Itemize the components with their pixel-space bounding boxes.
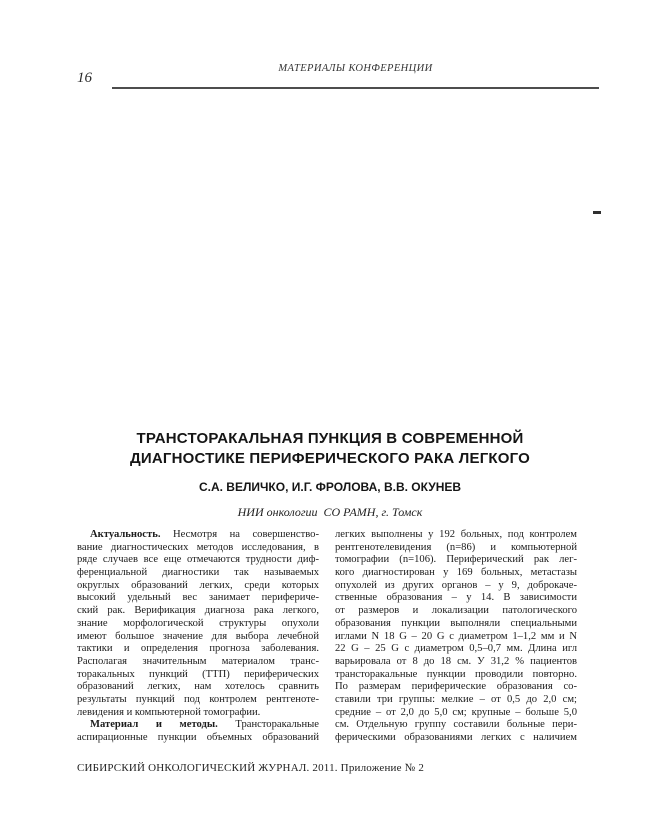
text-line: результаты пункций под контролем рентгеноте- <box>77 693 319 705</box>
text-line: округлых образований легких, среди которых <box>77 579 319 591</box>
text-line: от размеров и локализации патологического <box>335 605 577 617</box>
column-right <box>335 529 577 745</box>
text-line: По размерам периферические образования со- <box>335 681 577 693</box>
text-line: Актуальность. Несмотря на совершенство- <box>90 529 319 540</box>
text-line: высокий удельный вес занимает перифериче- <box>77 592 319 604</box>
run-in-heading: Актуальность. <box>90 529 161 540</box>
text-line: трансторакальные пункции проводили повторно. <box>335 668 577 680</box>
text-line: ряде случаев все еще отмечаются трудности диф- <box>77 554 319 566</box>
text-line: кого диагностирован у 169 больных, метастазы <box>335 567 577 579</box>
article-affiliation: НИИ онкологии СО РАМН, г. Томск <box>237 505 423 519</box>
text-line: аспирационные пункции объемных образований <box>77 732 319 743</box>
text-line: образований легких, нам хотелось сравнить <box>77 681 319 693</box>
title-line-2: ДИАГНОСТИКЕ ПЕРИФЕРИЧЕСКОГО РАКА ЛЕГКОГО <box>129 450 531 467</box>
run-in-heading: Материал и методы. <box>90 719 218 731</box>
text-line: 22 G – 25 G с диаметром 0,5–0,7 мм. Длина игл <box>335 643 577 655</box>
article-authors: С.А. ВЕЛИЧКО, И.Г. ФРОЛОВА, В.В. ОКУНЕВ <box>198 480 462 494</box>
column-left <box>77 529 319 745</box>
text-line: тактики и определения прогноза заболевания. <box>77 643 319 655</box>
text-line: см. Отдельную группу составили больные пери- <box>335 719 577 731</box>
text-line: опухолей из других органов – у 9, доброкаче- <box>335 579 577 591</box>
text-line: ференциальной диагностики так называемых <box>77 567 319 579</box>
text-line: знание морфологической структуры опухоли <box>77 617 319 629</box>
text-line: имеют большое значение для выбора лечебной <box>77 630 319 642</box>
text-line: томографии (n=106). Периферический рак лег- <box>335 554 577 566</box>
running-head: МАТЕРИАЛЫ КОНФЕРЕНЦИИ <box>278 63 433 74</box>
text-line: образования пункции выполняли специальными <box>335 617 577 629</box>
text-line: варьировала от 8 до 18 см. У 31,2 % пациентов <box>335 655 577 667</box>
text-line: средние – от 2,0 до 5,0 см; крупные – больше 5,0 <box>335 706 577 718</box>
article-title <box>80 429 580 469</box>
text-line: ский рак. Верификация диагноза рака легкого, <box>77 605 319 617</box>
text-line: рентгенотелевидения (n=86) и компьютерной <box>335 541 577 553</box>
body-columns <box>77 529 577 745</box>
text-line: торакальных пункций (ТТП) периферических <box>77 668 319 680</box>
title-line-1: ТРАНСТОРАКАЛЬНАЯ ПУНКЦИЯ В СОВРЕМЕННОЙ <box>136 430 524 447</box>
text-line: вание диагностических методов исследования, в <box>77 541 319 553</box>
header-rule <box>112 87 599 89</box>
journal-footer: СИБИРСКИЙ ОНКОЛОГИЧЕСКИЙ ЖУРНАЛ. 2011. Приложение № 2 <box>77 762 425 774</box>
text-line: Располагая значительным материалом транс- <box>77 655 319 667</box>
text-line: левидения и компьютерной томографии. <box>77 706 261 718</box>
text-line: Материал и методы. Трансторакальные <box>90 719 319 731</box>
margin-dash-mark <box>593 211 601 214</box>
text-line: ставили три группы: мелкие – от 0,5 до 2,0 см; <box>335 693 577 705</box>
page-number: 16 <box>77 70 92 86</box>
text-line: ственные образования – у 14. В зависимости <box>335 592 577 604</box>
text-line: ферическими образованиями легких с наличием <box>335 732 577 743</box>
text-line: иглами N 18 G – 20 G с диаметром 1–1,2 мм и N <box>335 630 577 642</box>
text-line: легких выполнены у 192 больных, под контролем <box>335 529 577 540</box>
